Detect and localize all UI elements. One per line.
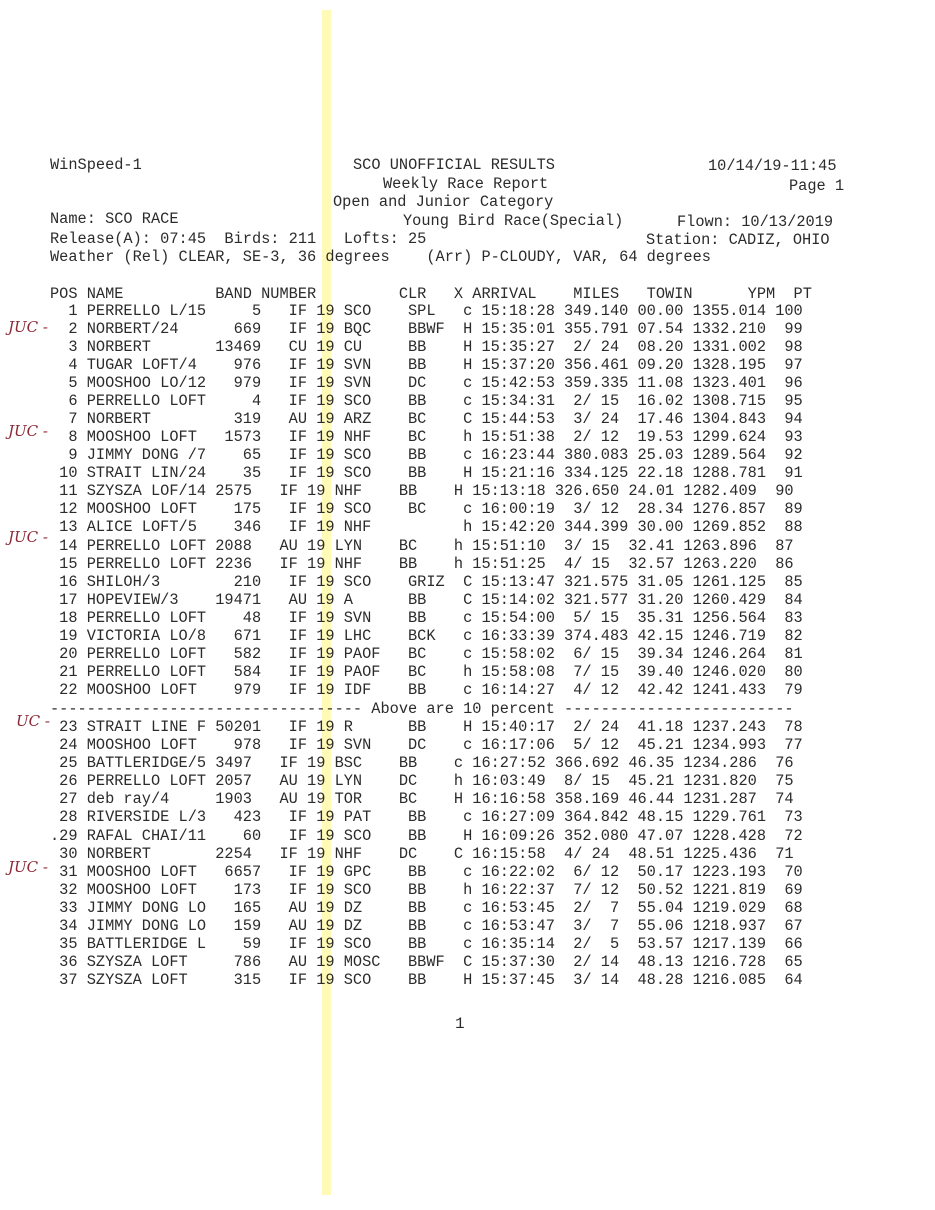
table-row: 14 PERRELLO LOFT 2088 AU 19 LYN BC h 15:51:10 3/ 15 32.41 1263.896 87 <box>50 537 794 555</box>
table-row: 37 SZYSZA LOFT 315 IF 19 SCO BB H 15:37:45 3/ 14 48.28 1216.085 64 <box>50 971 803 989</box>
weather-line: Weather (Rel) CLEAR, SE-3, 36 degrees (Arr) P-CLOUDY, VAR, 64 degrees <box>50 248 711 266</box>
handwritten-mark: JUC - <box>8 318 48 336</box>
release-line: Release(A): 07:45 Birds: 211 Lofts: 25 <box>50 230 427 248</box>
table-row: 19 VICTORIA LO/8 671 IF 19 LHC BCK c 16:33:39 374.483 42.15 1246.719 82 <box>50 627 803 645</box>
page-label: Page 1 <box>789 177 845 195</box>
table-row: 20 PERRELLO LOFT 582 IF 19 PAOF BC c 15:58:02 6/ 15 39.34 1246.264 81 <box>50 645 803 663</box>
table-row: 34 JIMMY DONG LO 159 AU 19 DZ BB c 16:53:47 3/ 7 55.06 1218.937 67 <box>50 917 803 935</box>
table-row: 21 PERRELLO LOFT 584 IF 19 PAOF BC h 15:58:08 7/ 15 39.40 1246.020 80 <box>50 663 803 681</box>
table-row: 25 BATTLERIDGE/5 3497 IF 19 BSC BB c 16:27:52 366.692 46.35 1234.286 76 <box>50 754 794 772</box>
handwritten-mark: JUC - <box>8 858 48 876</box>
table-row: 24 MOOSHOO LOFT 978 IF 19 SVN DC c 16:17:06 5/ 12 45.21 1234.993 77 <box>50 736 803 754</box>
table-row: 12 MOOSHOO LOFT 175 IF 19 SCO BC c 16:00:19 3/ 12 28.34 1276.857 89 <box>50 500 803 518</box>
race-name: Name: SCO RACE <box>50 210 179 228</box>
handwritten-mark: JUC - <box>8 422 48 440</box>
table-row: 3 NORBERT 13469 CU 19 CU BB H 15:35:27 2/ 24 08.20 1331.002 98 <box>50 338 803 356</box>
table-row: 35 BATTLERIDGE L 59 IF 19 SCO BB c 16:35:14 2/ 5 53.57 1217.139 66 <box>50 935 803 953</box>
table-row: 10 STRAIT LIN/24 35 IF 19 SCO BB H 15:21:16 334.125 22.18 1288.781 91 <box>50 464 803 482</box>
table-row: 6 PERRELLO LOFT 4 IF 19 SCO BB c 15:34:31 2/ 15 16.02 1308.715 95 <box>50 392 803 410</box>
table-row: 31 MOOSHOO LOFT 6657 IF 19 GPC BB c 16:22:02 6/ 12 50.17 1223.193 70 <box>50 863 803 881</box>
table-row: 22 MOOSHOO LOFT 979 IF 19 IDF BB c 16:14:27 4/ 12 42.42 1241.433 79 <box>50 681 803 699</box>
page-number: 1 <box>455 1015 465 1033</box>
table-row: 30 NORBERT 2254 IF 19 NHF DC C 16:15:58 4/ 24 48.51 1225.436 71 <box>50 845 794 863</box>
table-row: 5 MOOSHOO LO/12 979 IF 19 SVN DC c 15:42:53 359.335 11.08 1323.401 96 <box>50 374 803 392</box>
table-row: 1 PERRELLO L/15 5 IF 19 SCO SPL c 15:18:28 349.140 00.00 1355.014 100 <box>50 302 803 320</box>
table-row: 33 JIMMY DONG LO 165 AU 19 DZ BB c 16:53:45 2/ 7 55.04 1219.029 68 <box>50 899 803 917</box>
table-row: 36 SZYSZA LOFT 786 AU 19 MOSC BBWF C 15:37:30 2/ 14 48.13 1216.728 65 <box>50 953 803 971</box>
table-row: 28 RIVERSIDE L/3 423 IF 19 PAT BB c 16:27:09 364.842 48.15 1229.761 73 <box>50 808 803 826</box>
table-row: 8 MOOSHOO LOFT 1573 IF 19 NHF BC h 15:51:38 2/ 12 19.53 1299.624 93 <box>50 428 803 446</box>
table-row: 17 HOPEVIEW/3 19471 AU 19 A BB C 15:14:02 321.577 31.20 1260.429 84 <box>50 591 803 609</box>
table-row: 16 SHILOH/3 210 IF 19 SCO GRIZ C 15:13:47 321.575 31.05 1261.125 85 <box>50 573 803 591</box>
handwritten-mark: UC - <box>16 712 50 730</box>
report-subtitle: Weekly Race Report <box>383 175 549 193</box>
race-type: Young Bird Race(Special) <box>403 212 624 230</box>
flown-date: Flown: 10/13/2019 <box>677 213 834 231</box>
table-row: 13 ALICE LOFT/5 346 IF 19 NHF h 15:42:20 344.399 30.00 1269.852 88 <box>50 518 803 536</box>
table-header: POS NAME BAND NUMBER CLR X ARRIVAL MILES TOWIN YPM PT <box>50 285 812 303</box>
table-row: 2 NORBERT/24 669 IF 19 BQC BBWF H 15:35:01 355.791 07.54 1332.210 99 <box>50 320 803 338</box>
table-row: 27 deb ray/4 1903 AU 19 TOR BC H 16:16:58 358.169 46.44 1231.287 74 <box>50 790 794 808</box>
table-row: 26 PERRELLO LOFT 2057 AU 19 LYN DC h 16:03:49 8/ 15 45.21 1231.820 75 <box>50 772 794 790</box>
table-row: 15 PERRELLO LOFT 2236 IF 19 NHF BB h 15:51:25 4/ 15 32.57 1263.220 86 <box>50 555 794 573</box>
table-row: 18 PERRELLO LOFT 48 IF 19 SVN BB c 15:54:00 5/ 15 35.31 1256.564 83 <box>50 609 803 627</box>
table-row: 9 JIMMY DONG /7 65 IF 19 SCO BB c 16:23:44 380.083 25.03 1289.564 92 <box>50 446 803 464</box>
table-row: 4 TUGAR LOFT/4 976 IF 19 SVN BB H 15:37:20 356.461 09.20 1328.195 97 <box>50 356 803 374</box>
table-row: 23 STRAIT LINE F 50201 IF 19 R BB H 15:40:17 2/ 24 41.18 1237.243 78 <box>50 718 803 736</box>
handwritten-mark: JUC - <box>8 528 48 546</box>
program-name: WinSpeed-1 <box>50 156 142 174</box>
percent-divider: ---------------------------------- Above are 10 percent ------------------------- <box>50 700 794 718</box>
table-row: 32 MOOSHOO LOFT 173 IF 19 SCO BB h 16:22:37 7/ 12 50.52 1221.819 69 <box>50 881 803 899</box>
report-datetime: 10/14/19-11:45 <box>708 157 837 175</box>
table-row: .29 RAFAL CHAI/11 60 IF 19 SCO BB H 16:09:26 352.080 47.07 1228.428 72 <box>50 827 803 845</box>
station: Station: CADIZ, OHIO <box>646 231 830 249</box>
report-title: SCO UNOFFICIAL RESULTS <box>353 156 555 174</box>
table-row: 11 SZYSZA LOF/14 2575 IF 19 NHF BB H 15:13:18 326.650 24.01 1282.409 90 <box>50 482 794 500</box>
table-row: 7 NORBERT 319 AU 19 ARZ BC C 15:44:53 3/ 24 17.46 1304.843 94 <box>50 410 803 428</box>
report-category: Open and Junior Category <box>333 193 554 211</box>
